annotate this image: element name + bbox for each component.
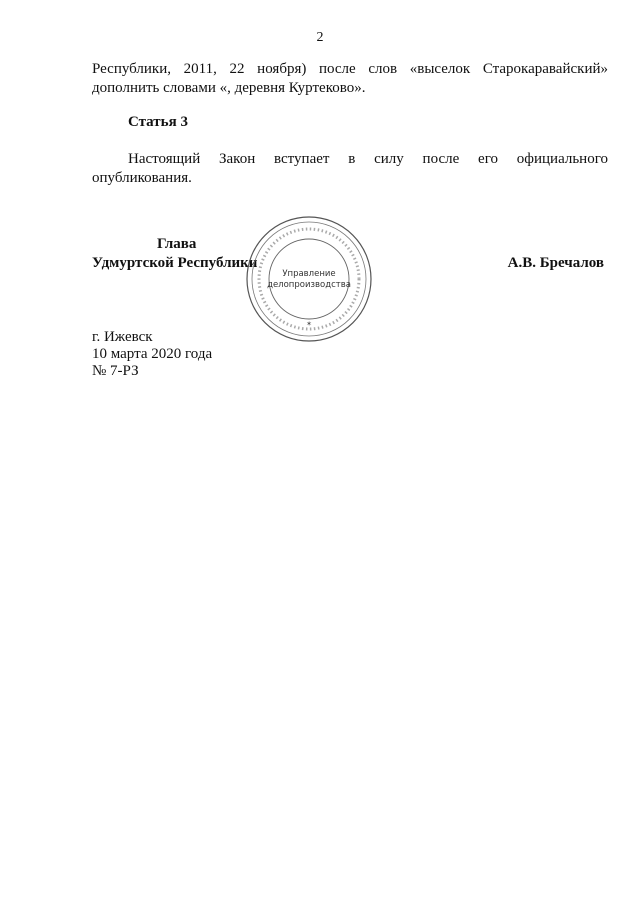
stamp-line2: делопроизводства bbox=[267, 280, 351, 290]
stamp-inner-ring bbox=[269, 239, 349, 319]
signature-title-line2: Удмуртской Республики bbox=[92, 255, 258, 271]
stamp-star: ✶ bbox=[306, 320, 312, 328]
law-number: № 7-РЗ bbox=[92, 363, 139, 379]
date: 10 марта 2020 года bbox=[92, 346, 213, 362]
official-stamp bbox=[244, 214, 374, 344]
paragraph-line: дополнить словами «, деревня Куртеково». bbox=[92, 80, 366, 96]
article-heading: Статья 3 bbox=[128, 114, 188, 130]
paragraph-amendment bbox=[92, 60, 608, 98]
signature-title-line1: Глава bbox=[157, 236, 197, 252]
signatory-name: А.В. Бречалов bbox=[507, 255, 604, 271]
place: г. Ижевск bbox=[92, 329, 153, 345]
paragraph-line: опубликования. bbox=[92, 170, 192, 186]
paragraph-line: Республики, 2011, 22 ноября) после слов «выселок Старокаравайский» bbox=[92, 61, 608, 77]
stamp-text-ring bbox=[259, 229, 359, 329]
paragraph-line: Настоящий Закон вступает в силу после его официального bbox=[128, 151, 608, 167]
paragraph-effective bbox=[92, 150, 608, 188]
stamp-line1: Управление bbox=[282, 269, 336, 279]
page-number: 2 bbox=[316, 30, 324, 45]
